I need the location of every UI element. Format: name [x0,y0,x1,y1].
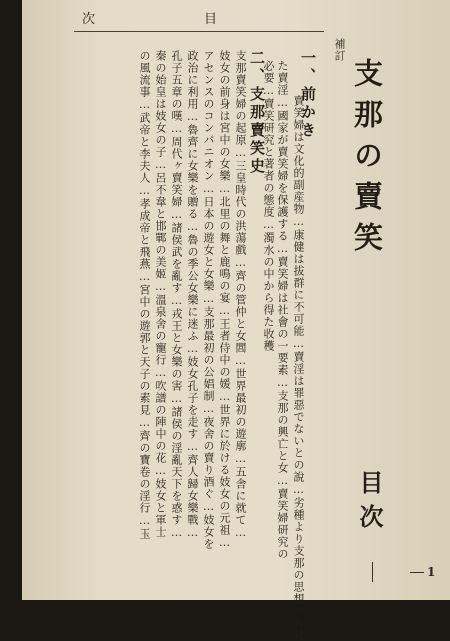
toc-line: アセンスのコンパニオン…日本の遊女と女樂…支那最初の公娼制…夜舍の賣り酒ぐ…妓女を [202,50,215,550]
toc-line: の風流事…武帝と李夫人…孝成帝と飛燕…宮中の遊郭と天子の素見…齊の寶卷の淫行…玉 [138,50,151,540]
header-rule [74,31,324,32]
toc-line: 秦の始皇は妓女の子…呂不韋と邯鄲の美姬…溫泉舍の寵行…吹譜の陣中の花…妓女と軍士 [154,50,167,538]
toc-line: 妓女の前身は宮中の女樂…北里の舞と鹿鳴の宴…王者侍中の媛…世界に於ける妓女の元祖… [218,50,231,550]
header-char-left: 次 [82,12,96,27]
toc-line: 支那賣笑婦の起原…三皇時代の洪蕩戲…齊の管仲と女閭…世界最初の遊廓…五舎に就て… [234,50,247,540]
toc-line: 政治に利用…魯齊に女樂を贈る…魯の季公女樂に迷ふ…妓女孔子を走す…齊人歸女樂戰… [186,50,199,540]
section-heading-two: 二、支那賣笑史 [248,50,266,176]
book-title: 支那の賣笑 [350,58,384,263]
contents-label: 目次 [355,470,384,538]
page-number-rule [410,572,424,573]
toc-line: 必要…賣笑研究と著者の態度…濁水の中から得た收穫 [262,60,275,352]
page-number: 1 [427,565,436,579]
header-char-right: 目 [204,12,218,27]
toc-line: 賣笑婦は文化的副産物…康健は拔群に不可能…賣淫は罪惡でないとの說…劣種より支那の思想から見 [292,95,305,641]
toc-line: た賣淫…國家が賣笑婦を保護する…賣笑婦は社會の一要素…支那の興亡と女…賣笑婦研究の [276,60,289,560]
title-prefix: 補訂 [333,38,346,62]
book-page [22,0,450,641]
margin-rule [372,562,373,582]
running-header [82,8,232,28]
section-heading-one: 一、前かき [299,50,317,140]
toc-line: 孔子五章の嘆…周代ヶ賣笑婦…諸侯武を亂す…戎王と女樂の害…諸侯の淫亂天下を惑す… [170,50,183,540]
